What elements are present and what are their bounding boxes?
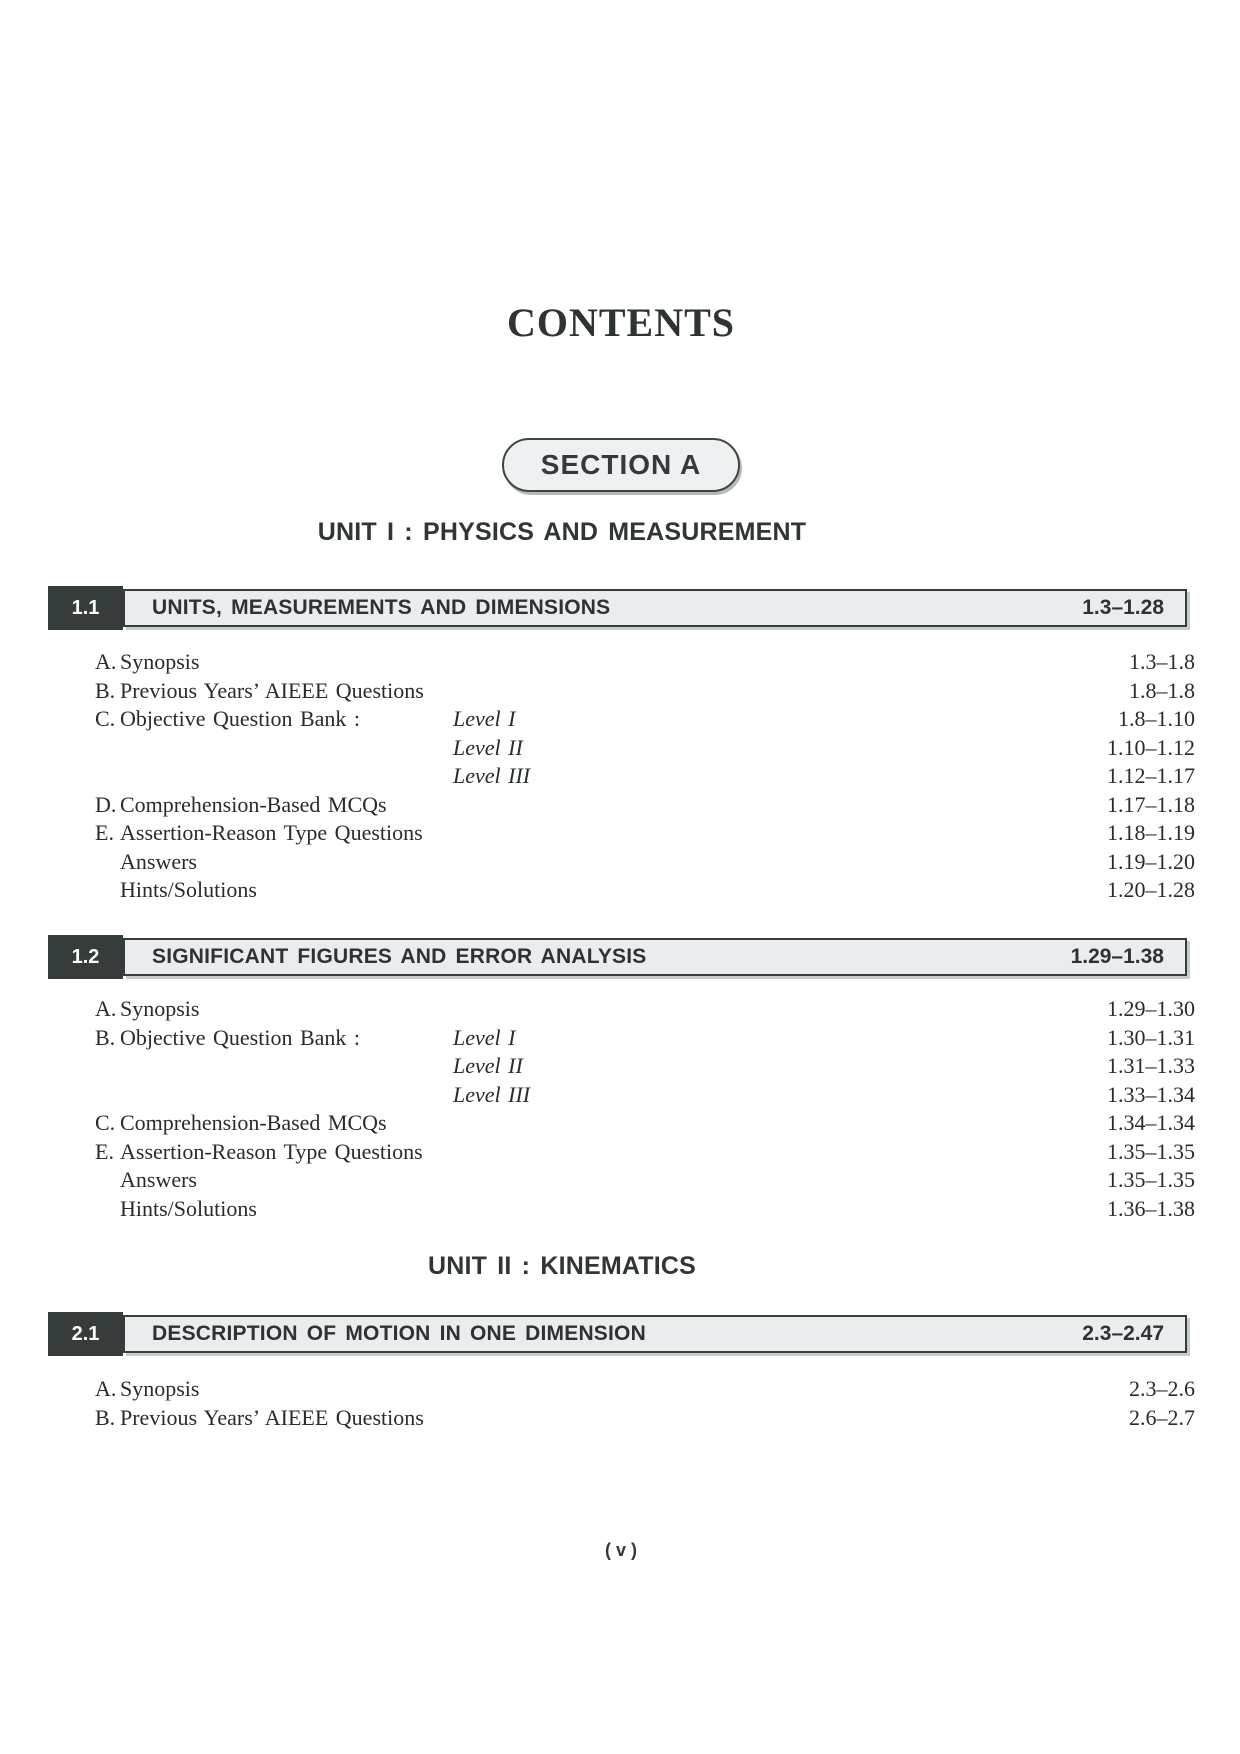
- item-title: Assertion-Reason Type Questions: [120, 1138, 423, 1164]
- item-page-range: 1.36–1.38: [1107, 1195, 1195, 1221]
- item-letter: A.: [95, 1376, 117, 1401]
- item-page-range: 1.35–1.35: [1107, 1167, 1195, 1192]
- unit-1-heading: UNIT I : PHYSICS AND MEASUREMENT: [317, 518, 807, 546]
- item-title: Hints/Solutions: [120, 1195, 257, 1221]
- toc-row: [48, 1109, 1195, 1138]
- item-letter: B.: [95, 677, 116, 703]
- item-page-range: 1.31–1.33: [1107, 1053, 1195, 1078]
- item-title: Objective Question Bank :: [120, 1024, 361, 1050]
- item-level: Level I: [453, 1024, 516, 1050]
- item-page-range: 2.6–2.7: [1129, 1404, 1195, 1430]
- item-letter: A.: [95, 996, 117, 1021]
- item-page-range: 1.29–1.30: [1107, 996, 1195, 1021]
- item-page-range: 1.19–1.20: [1107, 848, 1195, 874]
- item-title: Comprehension-Based MCQs: [120, 1110, 387, 1135]
- toc-row: [48, 1052, 1195, 1081]
- toc-row: [48, 762, 1195, 791]
- toc-row: [48, 1024, 1195, 1053]
- item-page-range: 1.34–1.34: [1107, 1110, 1195, 1135]
- toc-row: [48, 791, 1195, 820]
- item-title: Synopsis: [120, 649, 200, 674]
- page-title: CONTENTS: [506, 300, 736, 345]
- item-title: Previous Years’ AIEEE Questions: [120, 1404, 424, 1430]
- section-bar-1-2: [48, 935, 1187, 979]
- item-letter: C.: [95, 1110, 116, 1135]
- section-title: SIGNIFICANT FIGURES AND ERROR ANALYSIS: [152, 945, 647, 968]
- item-page-range: 1.18–1.19: [1107, 820, 1195, 845]
- section-title: UNITS, MEASUREMENTS AND DIMENSIONS: [152, 596, 611, 619]
- item-letter: A.: [95, 649, 117, 674]
- item-page-range: 1.20–1.28: [1107, 877, 1195, 902]
- item-level: Level III: [453, 763, 531, 788]
- item-page-range: 1.12–1.17: [1107, 763, 1195, 788]
- item-title: Comprehension-Based MCQs: [120, 791, 387, 817]
- toc-row: [48, 1138, 1195, 1167]
- item-page-range: 2.3–2.6: [1129, 1376, 1195, 1401]
- item-page-range: 1.10–1.12: [1107, 734, 1195, 760]
- toc-row: [48, 1375, 1195, 1404]
- section-bar-1-1: [48, 586, 1187, 630]
- item-level: Level III: [453, 1081, 531, 1107]
- item-title: Synopsis: [120, 996, 200, 1021]
- item-page-range: 1.17–1.18: [1107, 791, 1195, 817]
- unit-2-heading: UNIT II : KINEMATICS: [427, 1252, 697, 1280]
- toc-row: [48, 705, 1195, 734]
- section-a-badge: [502, 438, 740, 492]
- item-letter: C.: [95, 706, 116, 731]
- toc-row: [48, 819, 1195, 848]
- item-letter: D.: [95, 791, 117, 817]
- item-level: Level II: [453, 1053, 523, 1078]
- item-letter: B.: [95, 1404, 116, 1430]
- section-page-range: 1.29–1.38: [1070, 945, 1164, 968]
- section-bar-body: [123, 1315, 1187, 1353]
- toc-row: [48, 848, 1195, 877]
- item-page-range: 1.30–1.31: [1107, 1024, 1195, 1050]
- toc-row: [48, 1166, 1195, 1195]
- section-number-badge: 1.1: [48, 586, 123, 630]
- section-2-1-items: [48, 1375, 1195, 1432]
- toc-row: [48, 1195, 1195, 1224]
- section-a-label: SECTION A: [540, 449, 702, 480]
- toc-row: [48, 677, 1195, 706]
- item-page-range: 1.33–1.34: [1107, 1081, 1195, 1107]
- item-page-range: 1.8–1.10: [1118, 706, 1195, 731]
- section-bar-body: [123, 938, 1187, 976]
- section-number-badge: 1.2: [48, 935, 123, 979]
- item-title: Assertion-Reason Type Questions: [120, 820, 423, 845]
- item-title: Synopsis: [120, 1376, 200, 1401]
- item-title: Hints/Solutions: [120, 877, 257, 902]
- section-1-2-items: [48, 995, 1195, 1223]
- section-page-range: 2.3–2.47: [1082, 1322, 1164, 1345]
- item-title: Answers: [120, 848, 197, 874]
- item-title: Previous Years’ AIEEE Questions: [120, 677, 424, 703]
- toc-row: [48, 876, 1195, 905]
- section-page-range: 1.3–1.28: [1082, 596, 1164, 619]
- page-number: ( v ): [604, 1540, 637, 1560]
- section-number-badge: 2.1: [48, 1312, 123, 1356]
- item-letter: E.: [95, 1138, 114, 1164]
- toc-row: [48, 648, 1195, 677]
- item-page-range: 1.3–1.8: [1129, 649, 1195, 674]
- section-title: DESCRIPTION OF MOTION IN ONE DIMENSION: [152, 1322, 646, 1345]
- toc-row: [48, 995, 1195, 1024]
- item-title: Objective Question Bank :: [120, 706, 361, 731]
- section-bar-2-1: [48, 1312, 1187, 1356]
- section-bar-body: [123, 589, 1187, 627]
- item-level: Level II: [453, 734, 523, 760]
- item-letter: B.: [95, 1024, 116, 1050]
- item-letter: E.: [95, 820, 114, 845]
- toc-row: [48, 1081, 1195, 1110]
- item-title: Answers: [120, 1167, 197, 1192]
- item-page-range: 1.35–1.35: [1107, 1138, 1195, 1164]
- toc-row: [48, 734, 1195, 763]
- toc-row: [48, 1404, 1195, 1433]
- section-1-1-items: [48, 648, 1195, 905]
- item-page-range: 1.8–1.8: [1129, 677, 1195, 703]
- item-level: Level I: [453, 706, 516, 731]
